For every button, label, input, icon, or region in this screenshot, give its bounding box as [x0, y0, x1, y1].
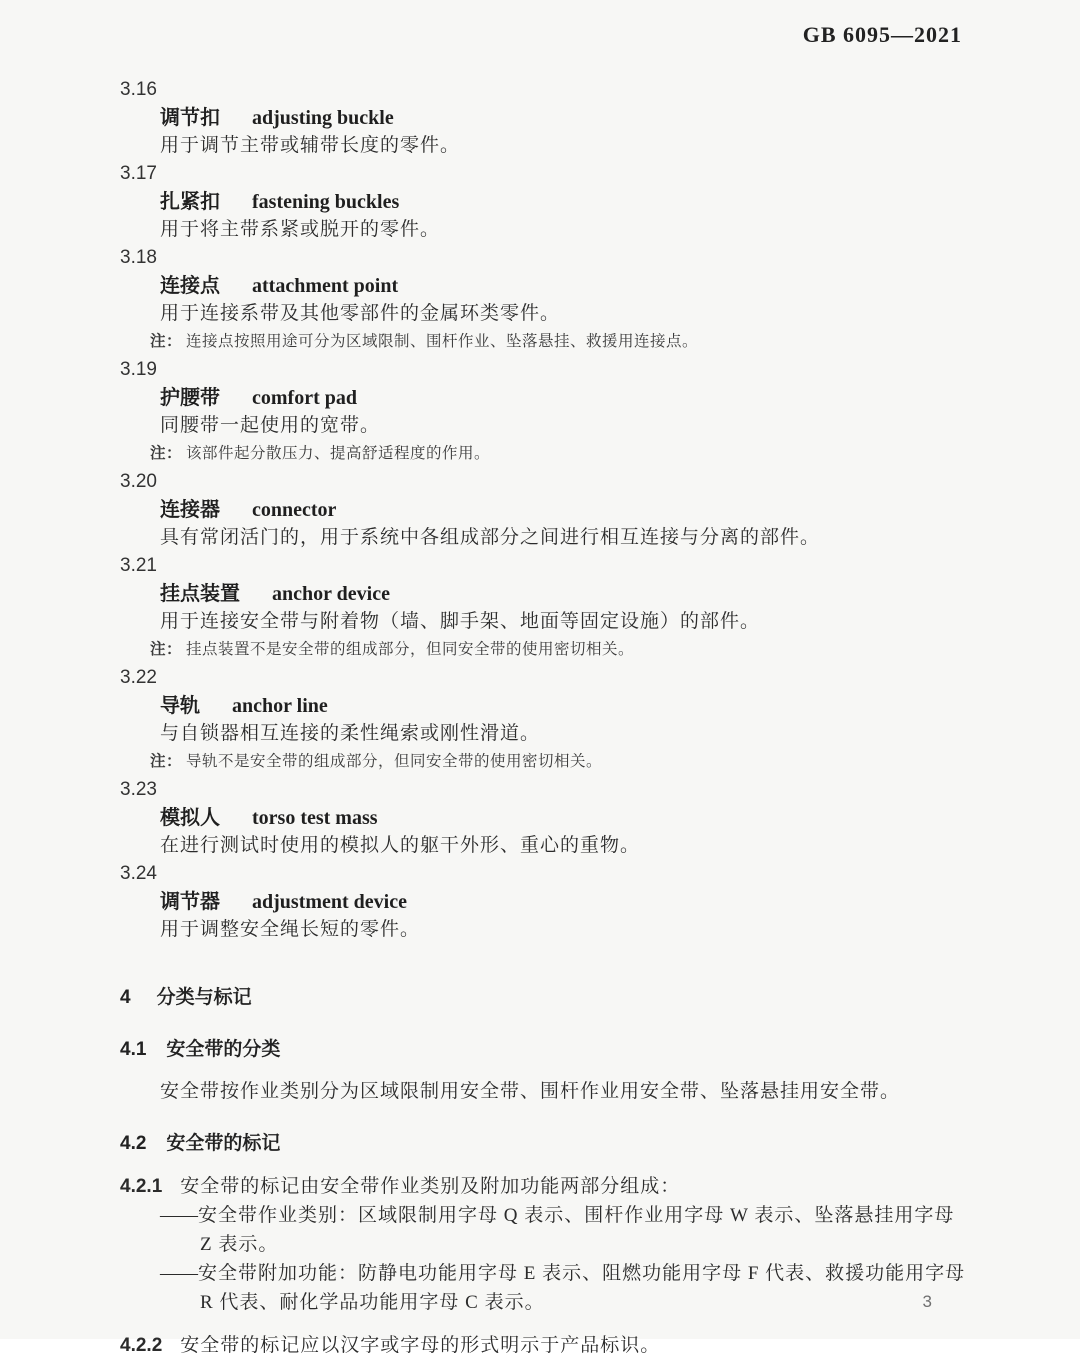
section-title: 安全带的标记	[166, 1133, 281, 1154]
note-label: 注：	[150, 641, 183, 658]
item-text: 安全带附加功能：防静电功能用字母 E 表示、阻燃功能用字母 F 代表、救援功能用字母 R 代表、耐化学品功能用字母 C 表示。	[198, 1263, 966, 1313]
term-name-zh: 扎紧扣	[160, 191, 220, 213]
term-definition: 与自锁器相互连接的柔性绳索或刚性滑道。	[160, 723, 541, 744]
term-entry	[120, 468, 970, 552]
term-number: 3.17	[120, 163, 157, 184]
term-name	[120, 188, 970, 216]
term-name-zh: 护腰带	[160, 387, 220, 409]
term-name-zh: 导轨	[160, 695, 200, 717]
term-note	[120, 748, 970, 776]
clause-4-2-1-item	[120, 1259, 970, 1317]
term-name	[120, 496, 970, 524]
term-name-en: attachment point	[252, 275, 399, 297]
section-number: 4.2	[120, 1133, 147, 1154]
term-entry	[120, 160, 970, 244]
term-definition: 用于调整安全绳长短的零件。	[160, 919, 421, 940]
note-text: 导轨不是安全带的组成部分，但同安全带的使用密切相关。	[186, 753, 603, 770]
term-entry	[120, 356, 970, 468]
term-entry	[120, 860, 970, 944]
term-name-zh: 连接器	[160, 499, 220, 521]
term-name-en: torso test mass	[252, 807, 378, 829]
note-label: 注：	[150, 333, 183, 350]
term-note	[120, 328, 970, 356]
section-4-1-paragraph: 安全带按作业类别分为区域限制用安全带、围杆作业用安全带、坠落悬挂用安全带。	[160, 1081, 901, 1102]
term-name-zh: 挂点装置	[160, 583, 240, 605]
term-entry	[120, 664, 970, 776]
clause-text: 安全带的标记应以汉字或字母的形式明示于产品标识。	[180, 1335, 661, 1356]
clause-text: 安全带的标记由安全带作业类别及附加功能两部分组成：	[180, 1176, 681, 1197]
term-name-en: connector	[252, 499, 337, 521]
term-note	[120, 636, 970, 664]
section-4-1-heading	[120, 1036, 970, 1064]
clause-4-2-1	[120, 1172, 970, 1201]
term-name	[120, 104, 970, 132]
clause-number: 4.2.1	[120, 1176, 163, 1197]
standard-number: GB 6095—2021	[802, 22, 962, 47]
term-name	[120, 804, 970, 832]
item-text: 安全带作业类别：区域限制用字母 Q 表示、围杆作业用字母 W 表示、坠落悬挂用字母 Z 表示。	[198, 1205, 955, 1255]
term-name-en: comfort pad	[252, 387, 357, 409]
term-entry	[120, 76, 970, 160]
term-number: 3.21	[120, 555, 157, 576]
term-definition: 同腰带一起使用的宽带。	[160, 415, 381, 436]
term-number: 3.23	[120, 779, 157, 800]
term-name-en: fastening buckles	[252, 191, 400, 213]
term-definition: 用于调节主带或辅带长度的零件。	[160, 135, 461, 156]
term-entry	[120, 552, 970, 664]
term-note	[120, 440, 970, 468]
term-number: 3.16	[120, 79, 157, 100]
term-number: 3.24	[120, 863, 157, 884]
page-number: 3	[922, 1292, 932, 1311]
term-name-zh: 模拟人	[160, 807, 220, 829]
term-definition: 用于连接系带及其他零部件的金属环类零件。	[160, 303, 561, 324]
section-number: 4.1	[120, 1039, 147, 1060]
term-name-en: adjusting buckle	[252, 107, 394, 129]
note-label: 注：	[150, 753, 183, 770]
term-entry	[120, 244, 970, 356]
note-text: 连接点按照用途可分为区域限制、围杆作业、坠落悬挂、救援用连接点。	[186, 333, 699, 350]
section-number: 4	[120, 987, 131, 1008]
term-name-en: adjustment device	[252, 891, 407, 913]
term-number: 3.18	[120, 247, 157, 268]
note-label: 注：	[150, 445, 183, 462]
term-name-zh: 调节器	[160, 891, 220, 913]
dash-marker: ——	[160, 1263, 198, 1284]
term-name-en: anchor device	[272, 583, 390, 605]
dash-marker: ——	[160, 1205, 198, 1226]
term-name-zh: 调节扣	[160, 107, 220, 129]
note-text: 该部件起分散压力、提高舒适程度的作用。	[186, 445, 491, 462]
section-title: 安全带的分类	[166, 1039, 281, 1060]
term-number: 3.20	[120, 471, 157, 492]
section-title: 分类与标记	[156, 987, 252, 1008]
term-name	[120, 692, 970, 720]
term-entry	[120, 776, 970, 860]
clause-number: 4.2.2	[120, 1335, 163, 1356]
section-4-2-heading	[120, 1130, 970, 1158]
term-name	[120, 888, 970, 916]
page-content	[120, 76, 970, 1360]
term-name	[120, 272, 970, 300]
note-text: 挂点装置不是安全带的组成部分，但同安全带的使用密切相关。	[186, 641, 635, 658]
section-4-heading	[120, 984, 970, 1012]
term-name-en: anchor line	[232, 695, 328, 717]
term-number: 3.22	[120, 667, 157, 688]
term-definition: 用于连接安全带与附着物（墙、脚手架、地面等固定设施）的部件。	[160, 611, 761, 632]
term-name-zh: 连接点	[160, 275, 220, 297]
term-definition: 具有常闭活门的，用于系统中各组成部分之间进行相互连接与分离的部件。	[160, 527, 821, 548]
clause-4-2-2	[120, 1331, 970, 1360]
term-name	[120, 384, 970, 412]
term-number: 3.19	[120, 359, 157, 380]
term-name	[120, 580, 970, 608]
clause-4-2-1-item	[120, 1201, 970, 1259]
term-definition: 在进行测试时使用的模拟人的躯干外形、重心的重物。	[160, 835, 641, 856]
term-definition: 用于将主带系紧或脱开的零件。	[160, 219, 441, 240]
